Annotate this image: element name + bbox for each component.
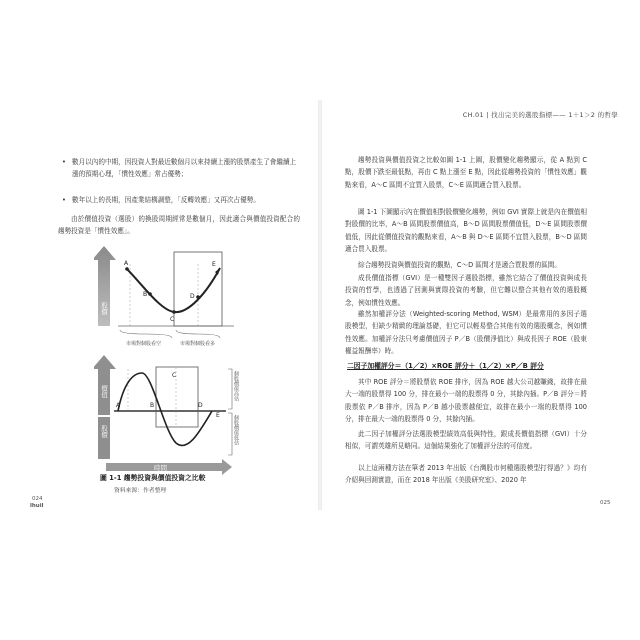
figure-value-chart	[94, 355, 244, 475]
point-label-d: D	[190, 293, 195, 300]
formula-line: 二因子加權評分＝（1／2）×ROE 評分＋（1／2）×P／B 評分	[347, 362, 544, 370]
point-marker	[172, 310, 176, 314]
point-label-b: B	[150, 402, 155, 409]
price-label: 股價	[100, 425, 108, 438]
point-label-e: E	[212, 261, 216, 268]
body-paragraph: 綜合趨勢投資與價值投資的觀點，C～D 區間才是適合買股票的區間。	[358, 261, 561, 269]
body-paragraph: 此二因子加權評分法選股模型績效高低與特性，跟成長價值指標（GVI）十分相似，可謂英雄所見略同。這個結果強化了加權評分法的可信度。	[345, 430, 587, 451]
body-paragraph: 成長價值指標（GVI）是一種雙因子選股指標，雖然它結合了價值投資與成長投資的哲學，也透過了回測與實際投資的考驗，但它難以整合其他有效的選股概念，例如慣性效應。	[345, 274, 587, 307]
point-label-d: D	[198, 402, 203, 409]
point-label-c: C	[170, 316, 175, 323]
publisher-logo: lhuil	[30, 503, 44, 509]
page-number: 024	[32, 496, 43, 502]
point-label-a: A	[116, 402, 121, 409]
bullet-item	[62, 156, 302, 181]
point-label-c: C	[172, 372, 177, 379]
undervalued-label: 個股價值低估	[233, 415, 239, 445]
bullet-text: 數月以內的中期，因投資人對最近數個月以來持續上漲的股票產生了會繼續上漲的預期心理，「慣性效應」常占優勢；	[72, 158, 297, 179]
body-paragraph: 其中 ROE 評分＝將股票依 ROE 排序，因為 ROE 越大公司越賺錢，故排在最大一端的股票得 100 分，排在最小一端的股票得 0 分，其餘內插。P／B 評分＝將股票依 P／B 排序，因為 P／B 越小股票越便宜，故排在最小一端的股票得 100 分，排在最大一端的股票得 0 分，其餘內插。	[345, 378, 587, 424]
bracket-top	[228, 369, 232, 409]
point-marker	[148, 292, 152, 296]
bullet-marker: •	[62, 158, 66, 166]
undervalued-box	[156, 367, 198, 427]
overvalued-label: 個股價值高估	[233, 371, 239, 401]
time-label: 時間	[154, 464, 167, 472]
bracket-bottom	[228, 413, 232, 455]
point-marker	[196, 295, 200, 299]
body-paragraph: 雖然加權評分法（Weighted-scoring Method, WSM）是最常用的多因子選股模型，但缺少精緻的理論基礎，但它可以輕易整合其他有效的選股概念，例如慣性效應。加權評分法只考慮價值因子 P／B（股價淨值比）與成長因子 ROE（股東權益報酬率）時。	[345, 310, 587, 356]
figure-source: 資料來源：作者整理	[114, 488, 167, 494]
bullet-item	[62, 194, 302, 206]
bullet-marker: •	[62, 196, 66, 204]
body-paragraph: 以上這兩種方法在筆者 2013 年出版《台灣股市何種選股模型打得過？》均有介紹與回測實證，而在 2018 年出版《美股研究室》、2020 年	[345, 464, 587, 485]
figure-trend-chart	[94, 246, 244, 346]
body-paragraph: 趨勢投資與價值投資之比較如圖 1-1 上圖，股價變化趨勢顯示，從 A 點到 C 點，股價下跌至最低點，再由 C 點上漲至 E 點，因此從趨勢投資的「慣性效應」觀點來看，A～C 區間不宜買入股票，C～E 區間適合買入股票。	[345, 156, 587, 189]
bracket-left	[120, 330, 172, 338]
chapter-header: CH.01 | 找出完美的選股指標—— 1＋1＞2 的哲學	[462, 111, 618, 119]
bullish-label: 市場對個股看多	[180, 341, 216, 346]
y-axis-label: 股價	[100, 302, 108, 315]
point-label-b: B	[143, 291, 148, 298]
price-curve	[126, 268, 220, 312]
book-spine	[318, 100, 322, 510]
bullet-text: 數年以上的長期，因產業結構調整，「反轉效應」又再次占優勢。	[72, 196, 260, 204]
figure-caption: 圖 1-1 趨勢投資與價值投資之比較	[100, 474, 206, 482]
point-label-a: A	[124, 260, 129, 267]
point-marker	[125, 267, 129, 271]
value-label: 價值	[100, 385, 108, 398]
bearish-label: 市場對個股看空	[126, 341, 162, 346]
point-label-e: E	[216, 412, 220, 419]
body-paragraph: 圖 1-1 下圖顯示內在價值相對股價變化趨勢，例如 GVI 實際上就是內在價值相對股價的比率，A～B 區間股票價值高，B～D 區間股票價值低，D～E 區間股票價值低，因此從價值投資的觀點來看，A～B 與 D～E 區間不宜買入股票，B～D 區間適合買入股票。	[345, 208, 587, 254]
bracket-right	[176, 330, 220, 338]
page-number: 025	[600, 500, 611, 506]
body-paragraph: 由於價值投資（選股）的換股周期經常是數個月，因此適合與價值投資配合的趨勢投資是「慣性效應」。	[58, 215, 300, 236]
price-block	[98, 417, 110, 459]
